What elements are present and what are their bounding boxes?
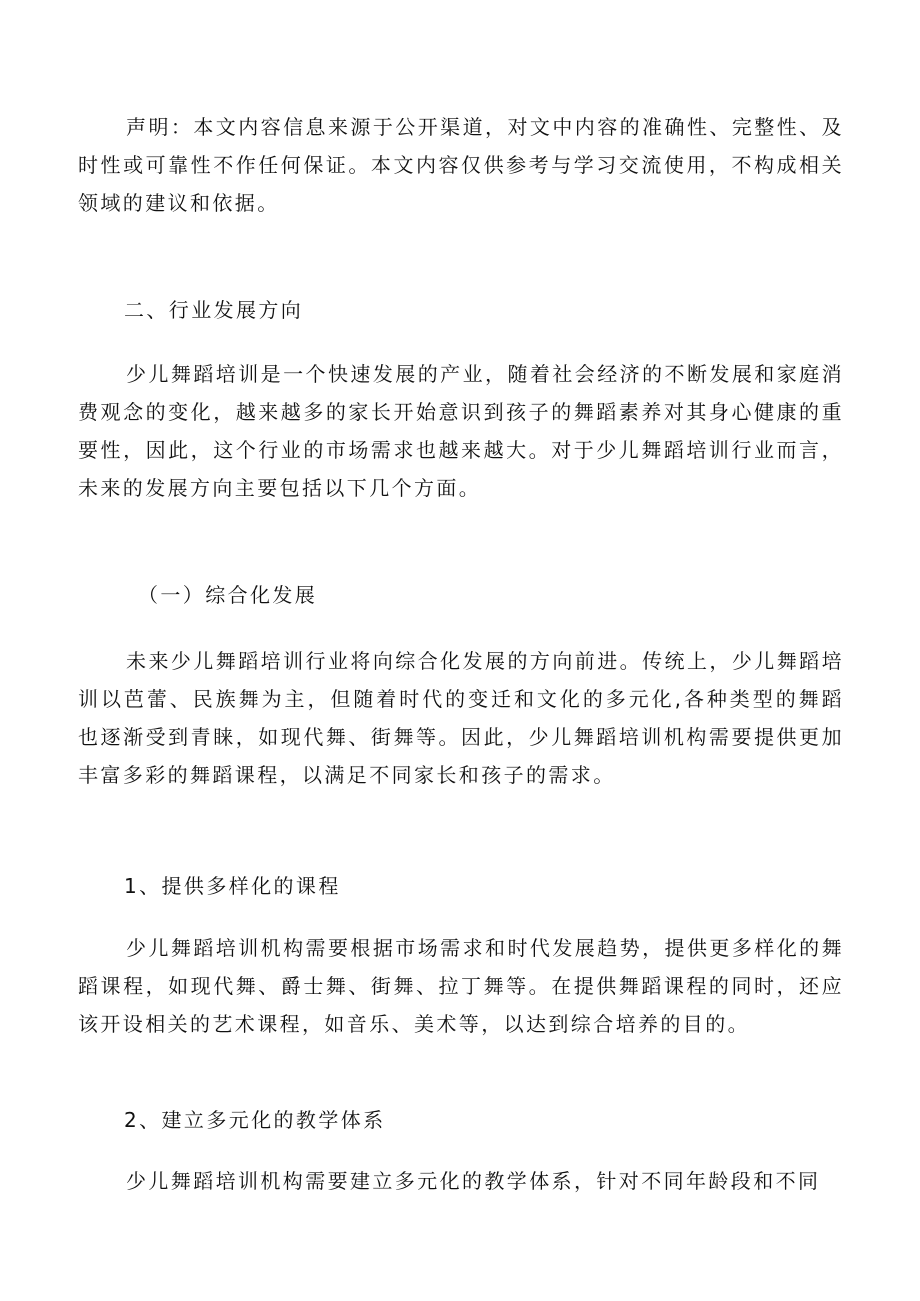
item1-heading: 1、提供多样化的课程 <box>124 874 341 898</box>
item1-paragraph: 少儿舞蹈培训机构需要根据市场需求和时代发展趋势，提供更多样化的舞蹈课程，如现代舞、爵士舞、街舞、拉丁舞等。在提供舞蹈课程的同时，还应该开设相关的艺术课程，如音乐、美术等，以达到综合培养的目的。 <box>78 936 844 1036</box>
intro-paragraph: 少儿舞蹈培训是一个快速发展的产业，随着社会经济的不断发展和家庭消费观念的变化，越来越多的家长开始意识到孩子的舞蹈素养对其身心健康的重要性，因此，这个行业的市场需求也越来越大。对于少儿舞蹈培训行业而言，未来的发展方向主要包括以下几个方面。 <box>78 362 844 500</box>
subsection-paragraph: 未来少儿舞蹈培训行业将向综合化发展的方向前进。传统上，少儿舞蹈培训以芭蕾、民族舞为主，但随着时代的变迁和文化的多元化,各种类型的舞蹈也逐渐受到青睐，如现代舞、街舞等。因此，少儿舞蹈培训机构需要提供更加丰富多彩的舞蹈课程，以满足不同家长和孩子的需求。 <box>78 649 844 787</box>
disclaimer-paragraph: 声明：本文内容信息来源于公开渠道，对文中内容的准确性、完整性、及时性或可靠性不作任何保证。本文内容仅供参考与学习交流使用，不构成相关领域的建议和依据。 <box>78 115 844 215</box>
item2-heading: 2、建立多元化的教学体系 <box>124 1108 386 1132</box>
section-heading: 二、行业发展方向 <box>124 298 304 322</box>
item2-paragraph: 少儿舞蹈培训机构需要建立多元化的教学体系，针对不同年龄段和不同 <box>126 1169 821 1193</box>
subsection-heading: （一）综合化发展 <box>138 583 318 607</box>
